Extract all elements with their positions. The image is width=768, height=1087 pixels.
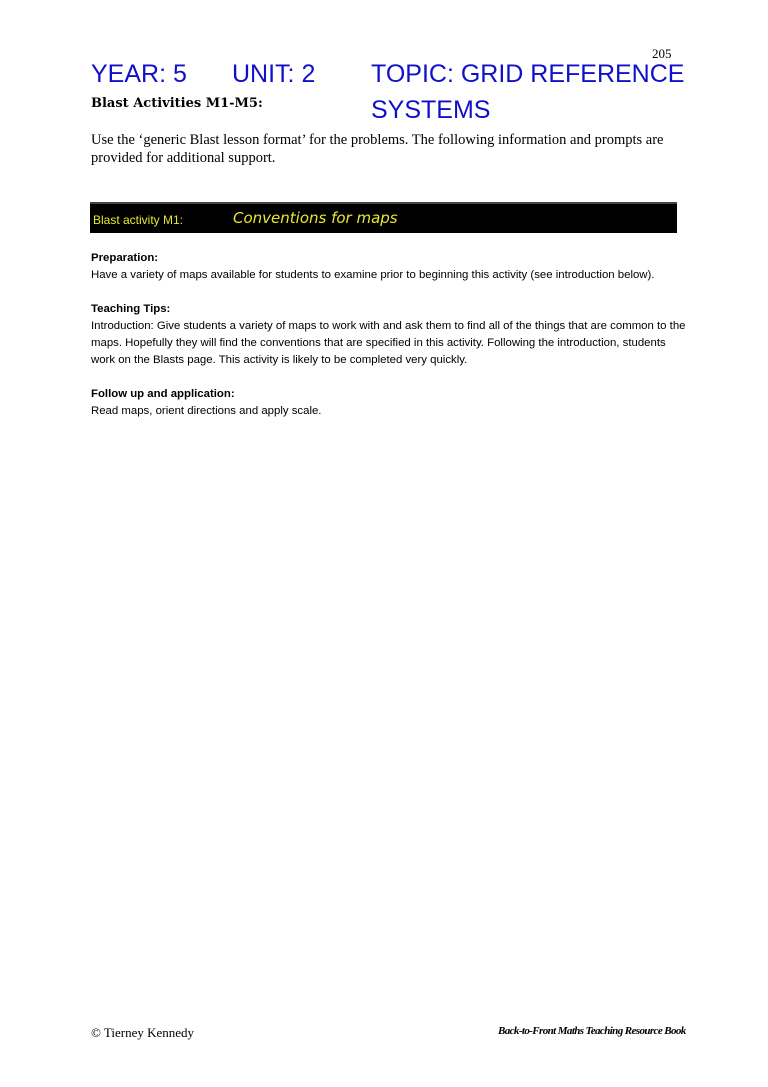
unit-heading: UNIT: 2 bbox=[232, 60, 316, 88]
footer-copyright: © Tierney Kennedy bbox=[91, 1025, 195, 1040]
section-text: Introduction: Give students a variety of maps to work with and ask them to find all of the things that are common to the maps. Hopefully they will find the conventions that are specified in this activity. Following the introduction, students work on the Blasts page. This activity is likely to be completed very quickly. bbox=[91, 320, 686, 366]
section-text: Have a variety of maps available for students to examine prior to beginning this activity (see introduction below). bbox=[91, 269, 655, 281]
subtitle: Blast Activities M1-M5: bbox=[91, 96, 263, 111]
section-heading: Preparation: bbox=[91, 252, 159, 264]
activity-title: Conventions for maps bbox=[233, 209, 398, 227]
topic-heading-line2: SYSTEMS bbox=[371, 96, 491, 124]
activity-body bbox=[91, 250, 691, 437]
footer-book-title: Back-to-Front Maths Teaching Resource Book bbox=[498, 1025, 686, 1037]
section-heading: Follow up and application: bbox=[91, 388, 235, 400]
intro-paragraph: Use the ‘generic Blast lesson format’ for the problems. The following information and prompts are provided for additional support. bbox=[91, 132, 664, 166]
page-number: 205 bbox=[652, 46, 672, 61]
section-text: Read maps, orient directions and apply scale. bbox=[91, 405, 322, 417]
year-heading: YEAR: 5 bbox=[91, 60, 187, 88]
section-heading: Teaching Tips: bbox=[91, 303, 171, 315]
topic-heading: TOPIC: GRID REFERENCE bbox=[371, 60, 685, 88]
activity-label: Blast activity M1: bbox=[93, 213, 184, 227]
activity-banner bbox=[90, 202, 677, 233]
